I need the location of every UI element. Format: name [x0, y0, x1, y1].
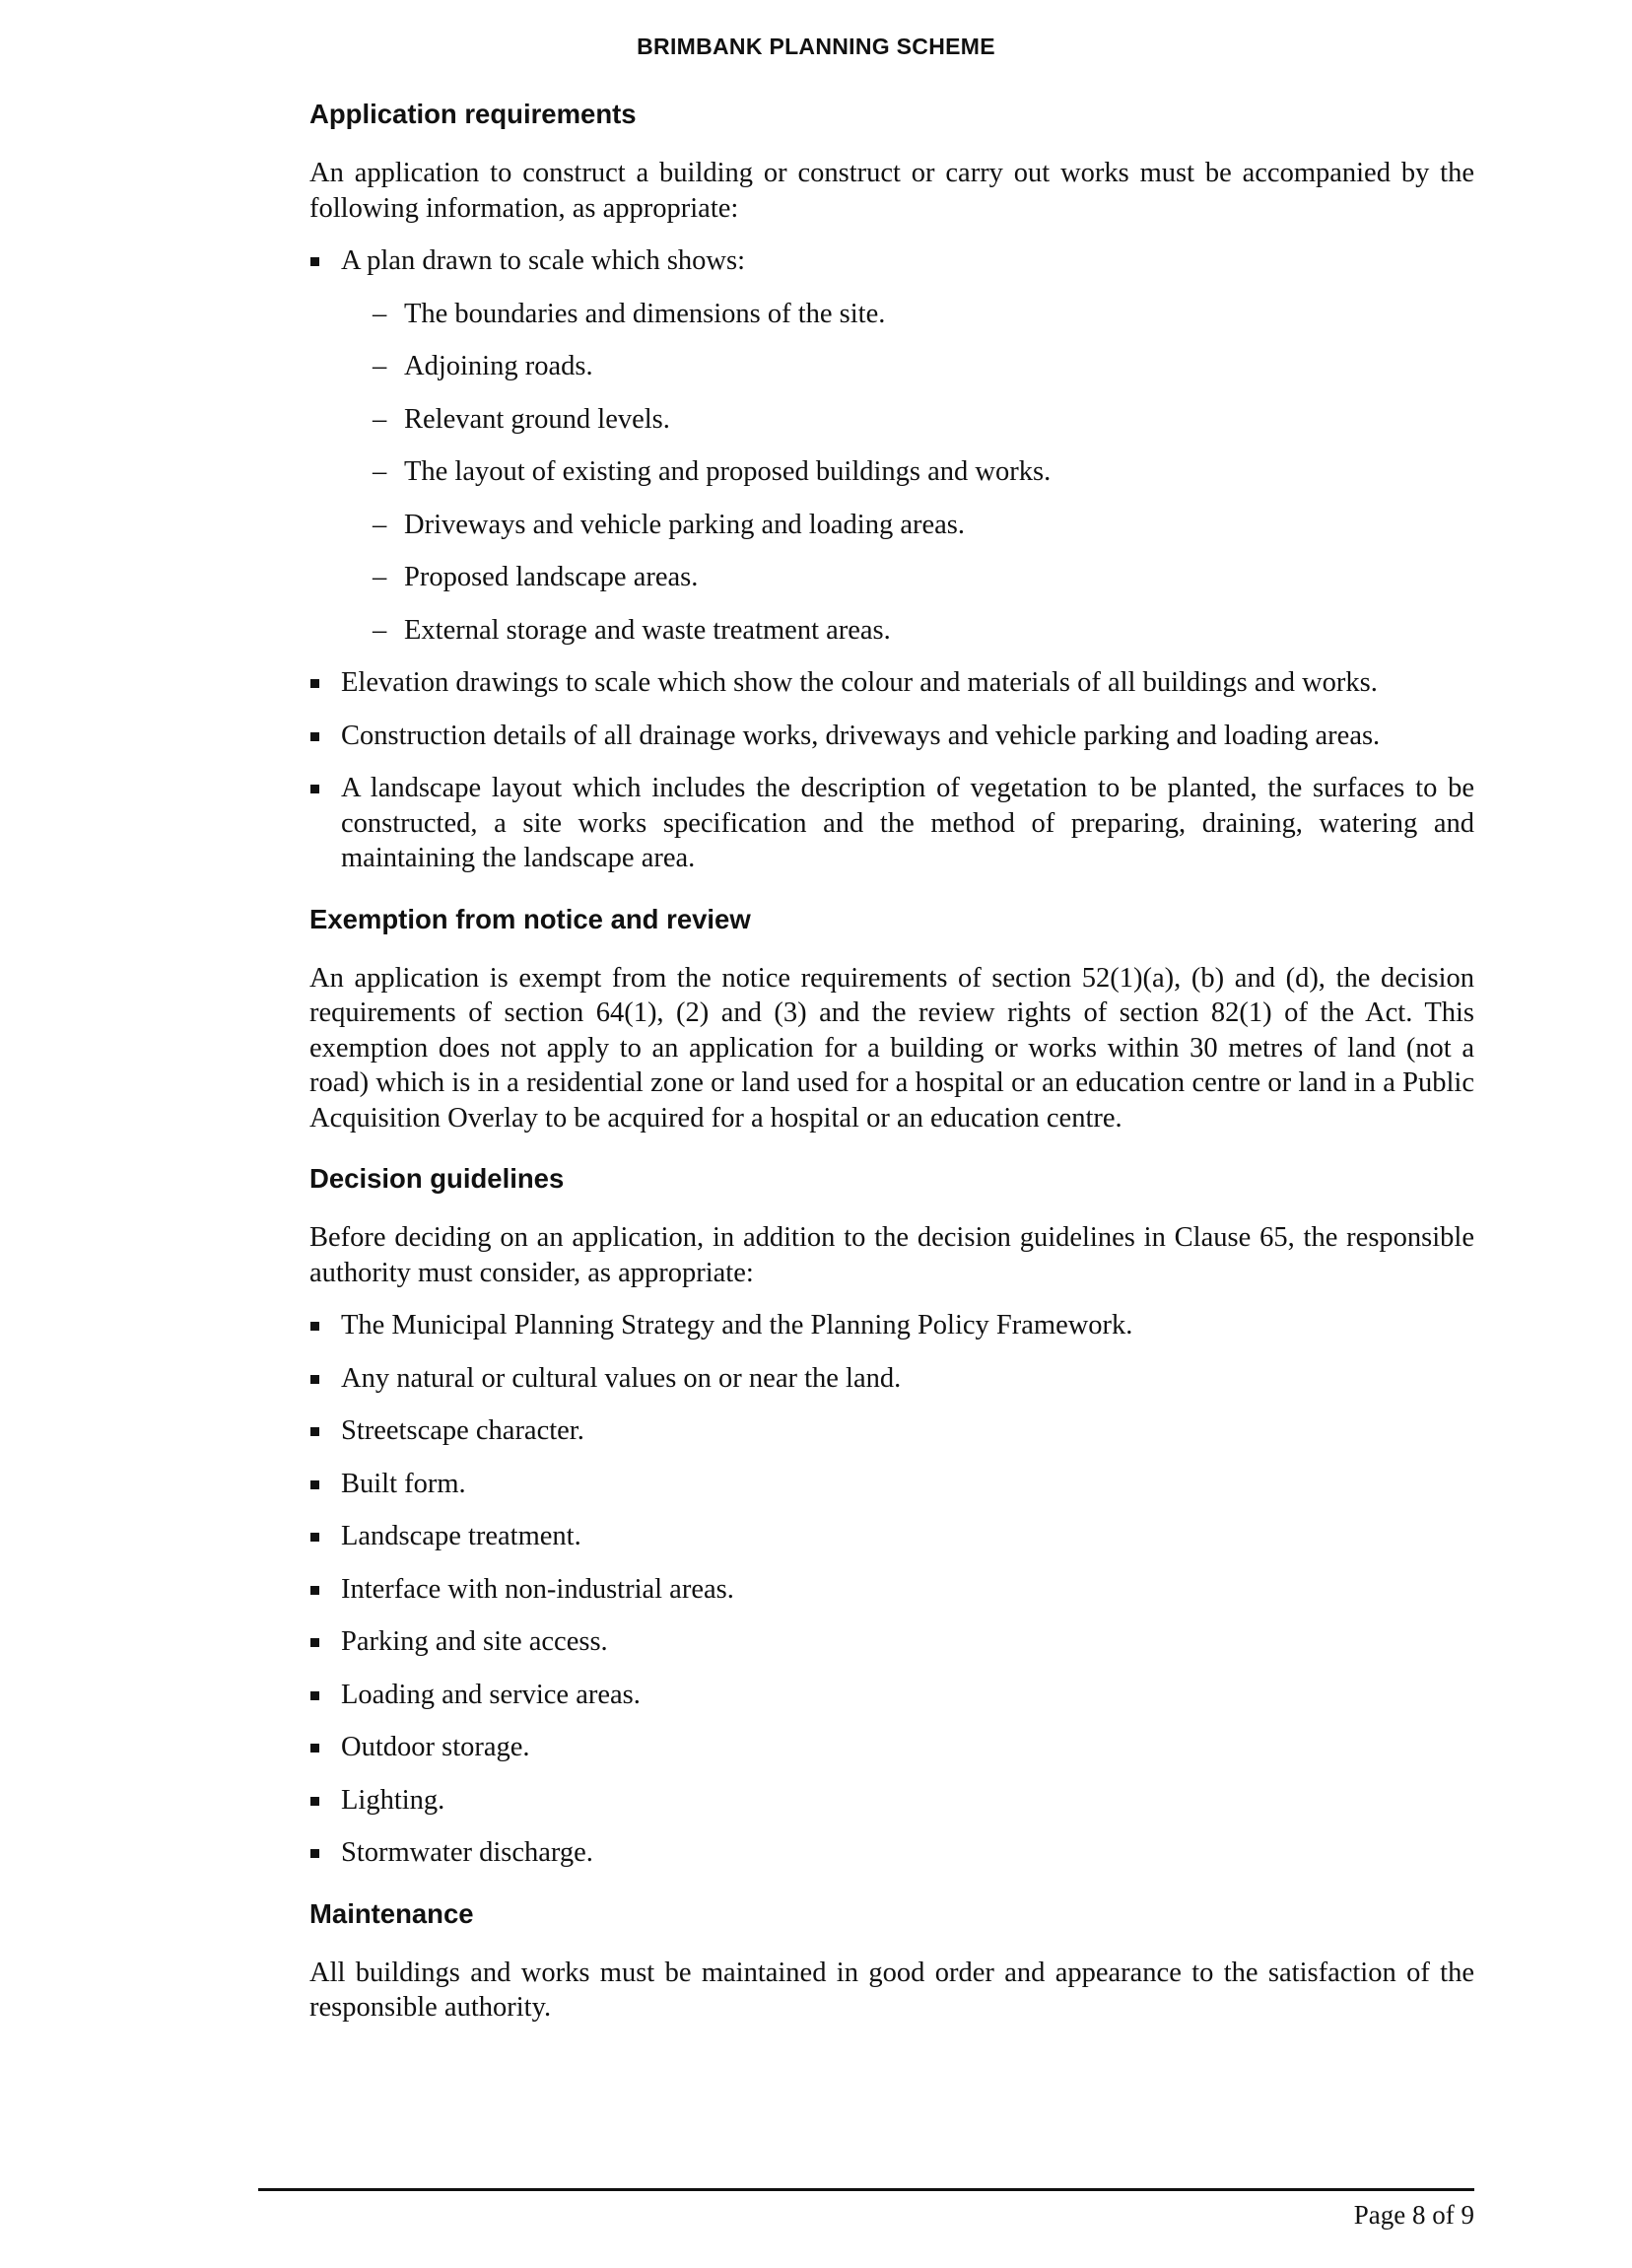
heading-exemption: Exemption from notice and review — [309, 903, 751, 934]
list-item — [309, 1413, 1474, 1449]
dash-bullet: – — [373, 403, 387, 435]
list-item — [309, 1678, 1474, 1713]
list-item-text: A plan drawn to scale which shows: — [341, 245, 746, 276]
square-bullet-icon — [310, 1375, 319, 1384]
dash-bullet: – — [373, 562, 387, 592]
list-item-text: Construction details of all drainage works, driveways and vehicle parking and loading areas. — [341, 720, 1381, 751]
decision-guidelines-intro: Before deciding on an application, in addition to the decision guidelines in Clause 65, the responsible authority must consider, as appropriate: — [309, 1222, 1474, 1288]
list-item-text: Interface with non-industrial areas. — [341, 1573, 734, 1605]
document-header: BRIMBANK PLANNING SCHEME — [637, 34, 995, 59]
square-bullet-icon — [310, 1427, 319, 1436]
heading-decision-guidelines: Decision guidelines — [309, 1163, 565, 1194]
square-bullet-icon — [310, 1480, 319, 1489]
heading-application-requirements: Application requirements — [309, 99, 637, 129]
list-item — [309, 1467, 1474, 1502]
list-item-text: Streetscape character. — [341, 1415, 584, 1446]
heading-maintenance: Maintenance — [309, 1897, 474, 1929]
list-item — [309, 719, 1474, 754]
sub-list-item — [341, 349, 1474, 384]
application-requirements-list — [309, 243, 1474, 876]
square-bullet-icon — [310, 1849, 319, 1858]
list-item-text: Landscape treatment. — [341, 1521, 581, 1551]
square-bullet-icon — [310, 1691, 319, 1700]
list-item-text: Elevation drawings to scale which show the colour and materials of all buildings and works. — [341, 667, 1378, 698]
sub-list-item — [341, 454, 1474, 490]
list-item — [309, 1519, 1474, 1554]
square-bullet-icon — [310, 785, 319, 793]
list-item-text: Stormwater discharge. — [341, 1837, 593, 1868]
list-item-text: Built form. — [341, 1468, 466, 1499]
list-item — [309, 1572, 1474, 1608]
list-item-text: Loading and service areas. — [341, 1679, 641, 1710]
sub-list-item — [341, 297, 1474, 332]
list-item-text: A landscape layout which includes the description of vegetation to be planted, the surfaces to be constructed, a site works specification and the method of preparing, draining, watering and maintaining the landscape area. — [341, 773, 1474, 873]
square-bullet-icon — [310, 1638, 319, 1647]
sub-list-item-text: Adjoining roads. — [404, 351, 593, 381]
list-item — [309, 1308, 1474, 1343]
list-item-text: Parking and site access. — [341, 1626, 608, 1657]
list-item — [309, 1624, 1474, 1660]
list-item-text: The Municipal Planning Strategy and the Planning Policy Framework. — [341, 1310, 1133, 1340]
square-bullet-icon — [310, 1586, 319, 1595]
square-bullet-icon — [310, 679, 319, 688]
square-bullet-icon — [310, 1744, 319, 1753]
sub-list-item-text: The boundaries and dimensions of the site. — [404, 298, 886, 329]
list-item — [309, 771, 1474, 876]
sub-list-item-text: External storage and waste treatment areas. — [404, 614, 891, 646]
dash-bullet: – — [373, 456, 387, 487]
list-item-text: Lighting. — [341, 1784, 445, 1816]
document-body — [309, 91, 1474, 2026]
dash-bullet: – — [373, 509, 387, 540]
dash-bullet: – — [373, 351, 387, 381]
footer-divider — [258, 2188, 1474, 2191]
dash-bullet: – — [373, 298, 387, 329]
exemption-body: An application is exempt from the notice requirements of section 52(1)(a), (b) and (d), the decision requirements of section 64(1), (2) and (3) and the review rights of section 82(1) of the Act. This exemption does not apply to an application for a building or works within 30 metres of land (not a road) which is in a residential zone or land used for a hospital or an education centre or land in a Public Acquisition Overlay to be acquired for a hospital or an education centre. — [309, 962, 1474, 1134]
list-item — [309, 665, 1474, 701]
maintenance-body: All buildings and works must be maintained in good order and appearance to the satisfaction of the responsible authority. — [309, 1957, 1474, 2023]
square-bullet-icon — [310, 1322, 319, 1331]
plan-subitems-list — [341, 297, 1474, 649]
sub-list-item — [341, 613, 1474, 649]
list-item — [309, 1730, 1474, 1765]
sub-list-item-text: Proposed landscape areas. — [404, 562, 699, 592]
list-item — [309, 1783, 1474, 1819]
square-bullet-icon — [310, 257, 319, 266]
sub-list-item-text: Driveways and vehicle parking and loading areas. — [404, 509, 965, 540]
sub-list-item — [341, 560, 1474, 595]
sub-list-item — [341, 402, 1474, 438]
application-requirements-intro: An application to construct a building or construct or carry out works must be accompanied by the following information, as appropriate: — [309, 158, 1474, 224]
list-item — [309, 1835, 1474, 1871]
sub-list-item-text: The layout of existing and proposed buildings and works. — [404, 456, 1052, 487]
page-number: Page 8 of 9 — [1353, 2200, 1474, 2230]
decision-guidelines-list — [309, 1308, 1474, 1871]
square-bullet-icon — [310, 732, 319, 741]
sub-list-item-text: Relevant ground levels. — [404, 403, 670, 435]
dash-bullet: – — [373, 614, 387, 646]
list-item-text: Any natural or cultural values on or near the land. — [341, 1362, 902, 1394]
square-bullet-icon — [310, 1797, 319, 1806]
list-item-text: Outdoor storage. — [341, 1732, 530, 1762]
square-bullet-icon — [310, 1533, 319, 1542]
sub-list-item — [341, 508, 1474, 543]
list-item — [309, 243, 1474, 648]
list-item — [309, 1361, 1474, 1397]
